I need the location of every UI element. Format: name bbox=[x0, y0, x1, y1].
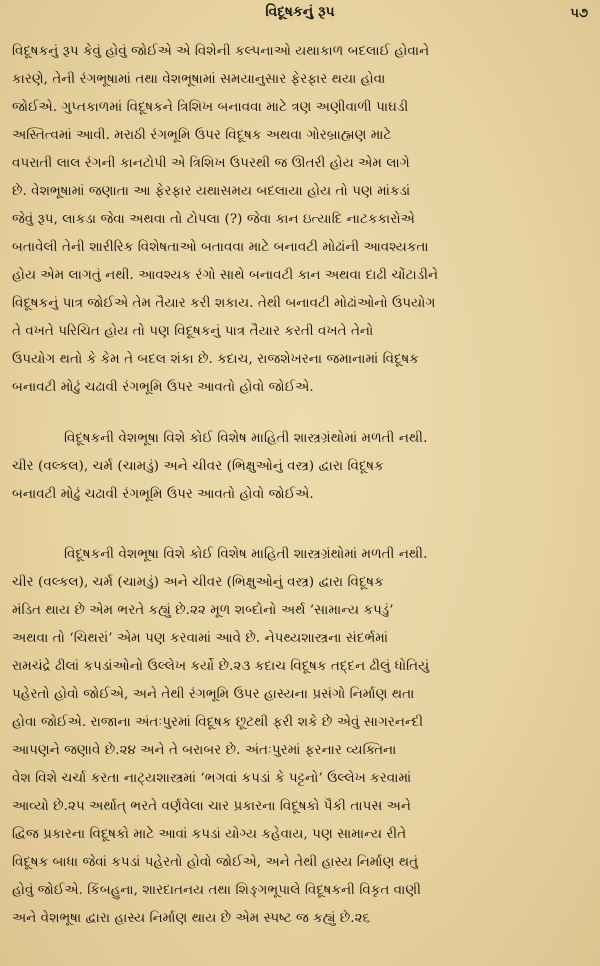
text-line: વિદૂષકની વેશભૂષા વિશે કોઈ વિશેષ માહિતી શાસ્ત્રગ્રંથોમાં મળતી નથી. bbox=[64, 547, 428, 562]
paragraph-2 bbox=[12, 425, 590, 509]
text-line: ચીર (વલ્કલ), ચર્મ (ચામડું) અને ચીવર (ભિક્ષુઓનું વસ્ત્ર) દ્વારા વિદૂષક bbox=[12, 575, 384, 590]
text-line: અથવા તો ‘ચિથરાં’ એમ પણ કરવામાં આવે છે. નેપથ્યશાસ્ત્રના સંદર્ભમાં bbox=[12, 631, 389, 646]
text-line: બનાવટી મોઢું ચઢાવી રંગભૂમિ ઉપર આવતો હોવો જોઈએ. bbox=[12, 487, 314, 502]
text-line: હોવા જોઈએ. રાજાના અંતઃપુરમાં વિદૂષક છૂટથી ફરી શકે છે એવું સાગરનન્દી bbox=[12, 715, 424, 730]
paragraph-1 bbox=[12, 38, 590, 402]
text-line: બનાવટી મોઢું ચઢાવી રંગભૂમિ ઉપર આવતો હોવો જોઈએ. bbox=[12, 380, 314, 395]
text-line: છે. વેશભૂષામાં જણાતા આ ફેરફાર યથાસમય બદલાયા હોય તો પણ માંકડાં bbox=[12, 184, 411, 199]
text-line: રામચંદ્રે ઢીલાં કપડાંઓનો ઉલ્લેખ કર્યો છે.૨૩ કદાચ વિદૂષક તદ્દન ઢીલું ધોતિયું bbox=[12, 659, 430, 674]
text-line: કારણે, તેની રંગભૂષામાં તથા વેશભૂષામાં સમયાનુસાર ફેરફાર થયા હોવા bbox=[12, 72, 386, 87]
text-line: તે વખતે પરિચિત હોય તો પણ વિદૂષકનું પાત્ર તૈયાર કરતી વખતે તેનો bbox=[12, 324, 374, 339]
text-line: વિદૂષકનું રૂપ કેવું હોવું જોઈએ એ વિશેની કલ્પનાઓ યથાકાળ બદલાઈ હોવાને bbox=[12, 44, 430, 59]
text-line: હોય એમ લાગતું નથી. આવશ્યક રંગો સાથે બનાવટી કાન અથવા દાઢી ચોંટાડીને bbox=[12, 268, 439, 283]
page-header bbox=[0, 2, 600, 26]
text-line: ઉપયોગ થતો કે કેમ તે બદલ શંકા છે. કદાચ, રાજશેખરના જમાનામાં વિદૂષક bbox=[12, 352, 419, 367]
paragraph-3 bbox=[12, 541, 590, 933]
text-line: દ્વિજ પ્રકારના વિદૂષકો માટે આવાં કપડાં યોગ્ય કહેવાય, પણ સામાન્ય રીતે bbox=[12, 827, 407, 842]
text-line: હોવું જોઈએ. કિંબહુના, શારદાતનય તથા શિઙ્ગભૂપાલે વિદૂષકની વિકૃત વાણી bbox=[12, 883, 422, 898]
text-line: અને વેશભૂષા દ્વારા હાસ્ય નિર્માણ થાય છે એમ સ્પષ્ટ જ કહ્યું છે.૨૬ bbox=[12, 911, 371, 926]
text-line: ચીર (વલ્કલ), ચર્મ (ચામડું) અને ચીવર (ભિક્ષુઓનું વસ્ત્ર) દ્વારા વિદૂષક bbox=[12, 459, 384, 474]
page-number: ૫૭ bbox=[570, 6, 588, 21]
text-line: પહેરતો હોવો જોઈએ, અને તેથી રંગભૂમિ ઉપર હાસ્યના પ્રસંગો નિર્માણ થતા bbox=[12, 687, 415, 702]
text-line: અસ્તિત્વમાં આવી. મરાઠી રંગભૂમિ ઉપર વિદૂષક અથવા ગોરબ્રાહ્મણ માટે bbox=[12, 128, 392, 143]
text-line: બતાવેલી તેની શારીરિક વિશેષતાઓ બતાવવા માટે બનાવટી મોઢાંની આવશ્યકતા bbox=[12, 240, 429, 255]
text-line: જેવું રૂપ, લાકડા જેવા અથવા તો ટોપલા (?) જેવા કાન ઇત્યાદિ નાટકકારોએ bbox=[12, 212, 415, 227]
text-line: વિદૂષકનું પાત્ર જોઈએ તેમ તૈયાર કરી શકાય. તેથી બનાવટી મોઢાંઓનો ઉપયોગ bbox=[12, 296, 436, 311]
text-line: વેશ વિશે ચર્ચા કરતા નાટ્યશાસ્ત્રમાં ‘ભગવાં કપડાં કે પટ્ટનો’ ઉલ્લેખ કરવામાં bbox=[12, 771, 412, 786]
text-line: જોઈએ. ગુપ્તકાળમાં વિદૂષકને ત્રિશિખ બનાવવા માટે ત્રણ અણીવાળી પાઘડી bbox=[12, 100, 409, 115]
text-line: વિદૂષકની વેશભૂષા વિશે કોઈ વિશેષ માહિતી શાસ્ત્રગ્રંથોમાં મળતી નથી. bbox=[64, 431, 428, 446]
running-head: વિદૂષકનું રૂપ bbox=[265, 4, 335, 20]
text-line: વિદૂષક બાધા જેવાં કપડાં પહેરતો હોવો જોઈએ, અને તેથી હાસ્ય નિર્માણ થતું bbox=[12, 855, 419, 870]
text-line: વપરાતી લાલ રંગની કાનટોપી એ ત્રિશિખ ઉપરથી જ ઊતરી હોય એમ લાગે bbox=[12, 156, 410, 171]
text-line: આવ્યો છે.૨૫ અર્થાત્ ભરતે વર્ણવેલા ચાર પ્રકારના વિદૂષકો પૈકી તાપસ અને bbox=[12, 799, 411, 814]
text-line: મંડિત થાય છે એમ ભરતે કહ્યું છે.૨૨ મૂળ શબ્દોનો અર્થ ‘સામાન્ય કપડું’ bbox=[12, 603, 394, 618]
text-line: આપણને જણાવે છે.૨૪ અને તે બરાબર છે. અંતઃપુરમાં ફરનાર વ્યક્તિના bbox=[12, 743, 397, 758]
